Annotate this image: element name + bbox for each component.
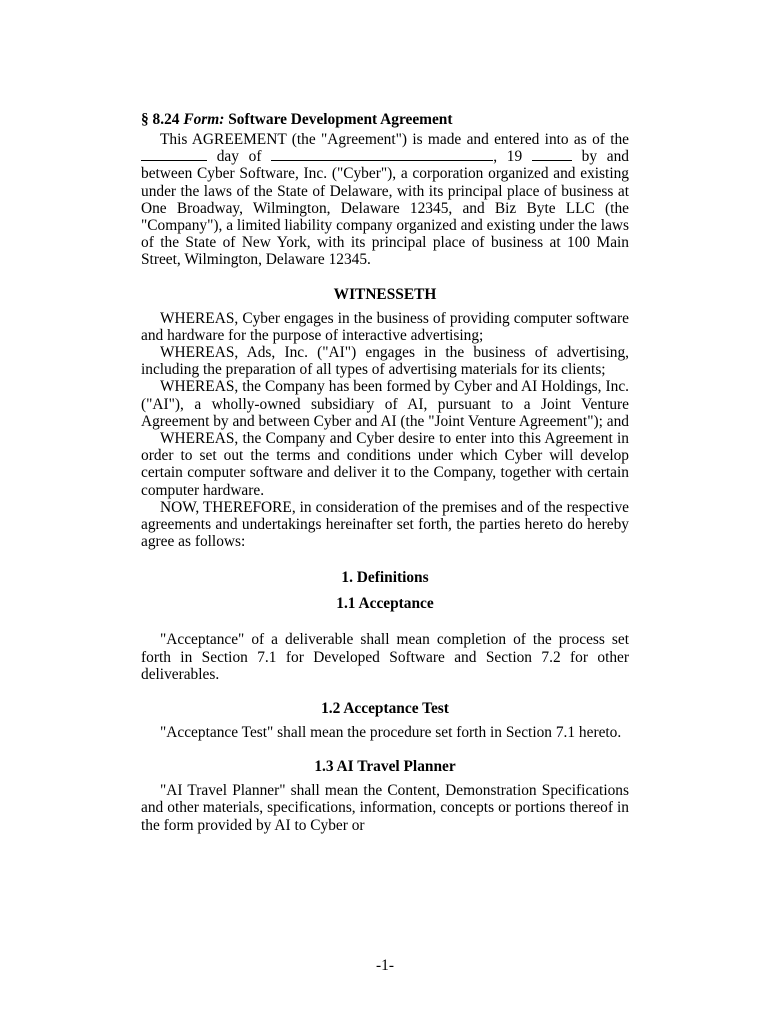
whereas-clause: WHEREAS, the Company has been formed by Cyber and AI Holdings, Inc. ("AI"), a wholly-owned subsidiary of AI, pursuant to a Joint Venture Agreement by and between Cyber and AI (the "Joint Venture Agreement"); and xyxy=(141,378,629,430)
day-blank xyxy=(141,148,207,161)
whereas-clause: WHEREAS, Cyber engages in the business of providing computer software and hardware for the purpose of interactive advertising; xyxy=(141,309,629,344)
page-number: -1- xyxy=(376,957,394,974)
now-therefore-clause: NOW, THEREFORE, in consideration of the premises and of the respective agreements and undertakings hereinafter set forth, the parties hereto do hereby agree as follows: xyxy=(141,498,629,551)
intro-text-4: by and between Cyber Software, Inc. ("Cyber"), a corporation organized and existing under the laws of the State of Delaware, with its principal place of business at One Broadway, Wilmington, Delaware 12345, and Biz Byte LLC (the "Company"), a limited liability company organized and existing under the laws of the State of New York, with its principal place of business at 100 Main Street, Wilmington, Delaware 12345. xyxy=(141,148,630,269)
intro-text-3: , 19 xyxy=(493,148,523,166)
acceptance-title: 1.1 Acceptance xyxy=(336,595,434,613)
witnesseth-title: WITNESSETH xyxy=(333,285,437,303)
acceptance-test-text: "Acceptance Test" shall mean the procedure set forth in Section 7.1 hereto. xyxy=(160,724,622,742)
whereas-clause: WHEREAS, the Company and Cyber desire to enter into this Agreement in order to set out the terms and conditions under which Cyber will develop certain computer software and deliver it to the Company, together with certain computer hardware. xyxy=(141,430,629,499)
section-number: § 8.24 xyxy=(141,111,180,128)
agreement-title: Software Development Agreement xyxy=(228,111,453,128)
travel-planner-text: "AI Travel Planner" shall mean the Content, Demonstration Specifications and other materials, specifications, information, concepts or portions thereof in the form provided by AI to Cyber or xyxy=(141,782,629,834)
form-label: Form: xyxy=(183,111,225,128)
acceptance-test-title: 1.2 Acceptance Test xyxy=(321,700,449,718)
intro-paragraph xyxy=(141,131,629,269)
definitions-title: 1. Definitions xyxy=(341,569,429,587)
acceptance-text: "Acceptance" of a deliverable shall mean completion of the process set forth in Section 7.1 for Developed Software and Section 7.2 for other deliverables. xyxy=(141,631,629,683)
month-blank xyxy=(271,148,493,161)
document-page xyxy=(141,111,629,834)
travel-planner-title: 1.3 AI Travel Planner xyxy=(314,758,456,776)
section-heading xyxy=(141,111,629,129)
whereas-clause: WHEREAS, Ads, Inc. ("AI") engages in the business of advertising, including the preparation of all types of advertising materials for its clients; xyxy=(141,344,629,379)
intro-text-2: day of xyxy=(216,148,262,166)
intro-text-1: This AGREEMENT (the "Agreement") is made and entered into as of the xyxy=(160,131,629,148)
year-blank xyxy=(532,148,572,161)
